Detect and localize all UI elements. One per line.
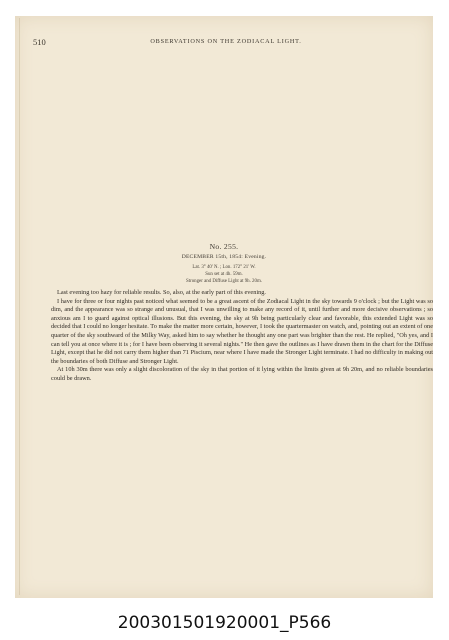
entry-date: DECEMBER 15th, 1854: Evening. (181, 254, 267, 260)
document-page (15, 16, 433, 598)
paragraph: I have for three or four nights past noticed what seemed to be a great ascent of the Zodiacal Light in the sky towards 9 o'clock ; but the Light was so dim, and the appearance was so strange and unusual, that I was unwilling to make any record of it, until further and more decisive observations ; so anxious am I to guard against optical illusions. But this evening, the sky at 9h being particularly clear and favorable, this extended Light was so decided that I could no longer hesitate. To make the matter more certain, however, I took the quartermaster on watch, and, pointing out an extent of one quarter of the sky southward of the Milky Way, asked him to say whether he thought any one part was brighter than the rest. He replied, "Oh yes, and I can tell you at once where it is ; for I have been observing it several nights." He then gave the outlines as I have drawn them in the chart for the Diffuse Light, except that he did not carry them higher than 71 Piscium, near where I have made the Stronger Light terminate. I had no difficulty in making out the boundaries of both Diffuse and Stronger Light. (51, 297, 433, 365)
running-header (33, 37, 419, 49)
paragraph: At 10h 30m there was only a slight discoloration of the sky in that portion of it lying within the limits given at 9h 20m, and no reliable boundaries could be drawn. (51, 366, 433, 382)
page-number: 510 (33, 37, 46, 47)
entry-position: Lat. 3° 40' N. ; Lon. 172° 21' W. (192, 265, 256, 270)
entry-light-time: Stronger and Diffuse Light at 9h. 20m. (186, 279, 262, 284)
paragraph: Last evening too hazy for reliable results. So, also, at the early part of this evening. (57, 289, 266, 296)
entry-sunset: Sun set at 4h. 59m. (205, 272, 243, 277)
running-title: OBSERVATIONS ON THE ZODIACAL LIGHT. (150, 38, 302, 45)
entry-number: No. 255. (209, 242, 239, 251)
archive-id-caption: 200301501920001_P566 (117, 613, 332, 633)
entry-body (51, 289, 433, 384)
